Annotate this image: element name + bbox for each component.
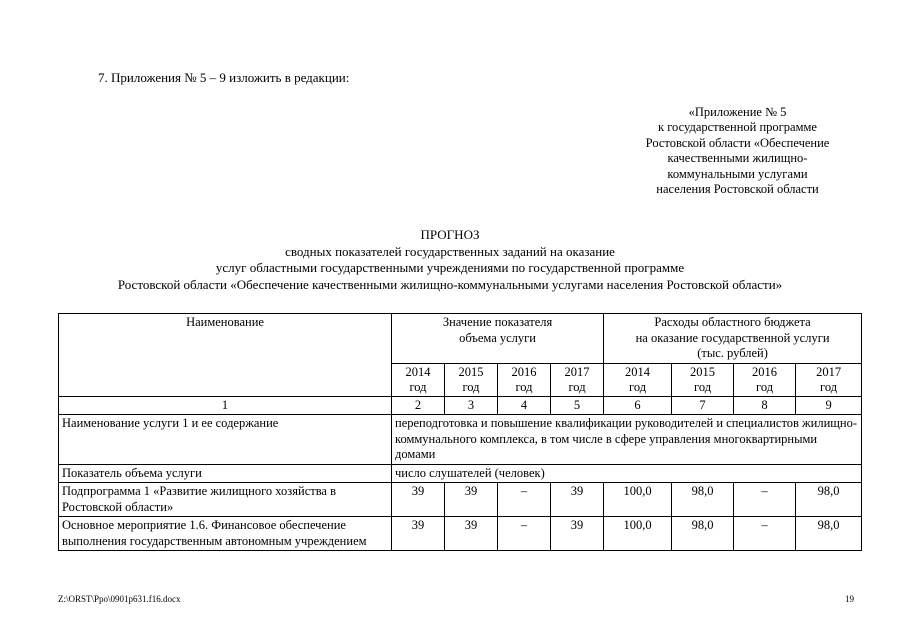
row-value: 39 xyxy=(551,517,604,551)
column-number: 6 xyxy=(604,396,672,415)
year-cell xyxy=(551,363,604,396)
row-value: 39 xyxy=(392,517,445,551)
header-expense xyxy=(604,314,862,364)
year-cell xyxy=(734,363,796,396)
row-value: 98,0 xyxy=(796,517,862,551)
appendix-line: качественными жилищно- xyxy=(667,151,808,166)
footer-file-path: Z:\ORST\Ppo\0901p631.f16.docx xyxy=(58,594,181,604)
year-value: 2015 xyxy=(458,364,484,379)
year-value: 2016 xyxy=(511,364,537,379)
row-value: 98,0 xyxy=(672,483,734,517)
header-volume xyxy=(392,314,604,364)
column-number: 8 xyxy=(734,396,796,415)
appendix-line: к государственной программе xyxy=(658,120,817,135)
column-number: 5 xyxy=(551,396,604,415)
row-value: 98,0 xyxy=(796,483,862,517)
year-cell xyxy=(445,363,498,396)
appendix-line: «Приложение № 5 xyxy=(688,105,787,119)
column-number: 9 xyxy=(796,396,862,415)
year-value: 2014 xyxy=(405,364,431,379)
year-cell xyxy=(498,363,551,396)
header-expense-line: Расходы областного бюджета xyxy=(654,315,811,329)
year-cell xyxy=(672,363,734,396)
year-cell xyxy=(392,363,445,396)
year-value: 2015 xyxy=(690,364,716,379)
row-value: 98,0 xyxy=(672,517,734,551)
year-value: 2016 xyxy=(752,364,778,379)
year-value: 2017 xyxy=(564,364,590,379)
indicator-label: Показатель объема услуги xyxy=(59,464,392,483)
year-suffix: год xyxy=(820,379,838,394)
year-suffix: год xyxy=(756,379,774,394)
year-value: 2017 xyxy=(816,364,842,379)
column-number: 7 xyxy=(672,396,734,415)
document-title xyxy=(40,227,860,293)
title-line: Ростовской области «Обеспечение качественными жилищно-коммунальными услугами населения Ростовской области» xyxy=(117,276,783,292)
row-value: 100,0 xyxy=(604,517,672,551)
row-value: 39 xyxy=(392,483,445,517)
intro-text: 7. Приложения № 5 – 9 изложить в редакции: xyxy=(98,70,350,85)
appendix-line: Ростовской области «Обеспечение xyxy=(645,135,830,150)
service-label: Наименование услуги 1 и ее содержание xyxy=(59,415,392,465)
title-heading: ПРОГНОЗ xyxy=(420,227,480,242)
header-volume-line: Значение показателя xyxy=(442,315,553,329)
year-suffix: год xyxy=(629,379,647,394)
column-number: 2 xyxy=(392,396,445,415)
appendix-line: коммунальными услугами xyxy=(667,166,808,181)
column-number: 3 xyxy=(445,396,498,415)
year-suffix: год xyxy=(462,379,480,394)
row-value: – xyxy=(498,517,551,551)
row-value: 100,0 xyxy=(604,483,672,517)
header-expense-line: (тыс. рублей) xyxy=(697,346,768,360)
table-row xyxy=(59,483,862,517)
page-number: 19 xyxy=(845,594,854,604)
appendix-line: населения Ростовской области xyxy=(656,182,819,197)
appendix-header xyxy=(620,105,855,197)
row-value: 39 xyxy=(445,517,498,551)
header-volume-line: объема услуги xyxy=(459,330,536,345)
year-suffix: год xyxy=(409,379,427,394)
service-description: переподготовка и повышение квалификации руководителей и специалистов жилищно-коммунального комплекса, в том числе в сфере управления многоквартирными домами xyxy=(392,415,862,465)
header-expense-line: на оказание государственной услуги xyxy=(635,330,830,345)
year-cell xyxy=(796,363,862,396)
row-value: – xyxy=(498,483,551,517)
row-value: – xyxy=(734,517,796,551)
header-name: Наименование xyxy=(59,314,392,397)
column-number: 1 xyxy=(59,396,392,415)
title-line: услуг областными государственными учреждениями по государственной программе xyxy=(215,260,685,275)
title-line: сводных показателей государственных заданий на оказание xyxy=(285,243,615,259)
row-value: – xyxy=(734,483,796,517)
row-name: Подпрограмма 1 «Развитие жилищного хозяйства в Ростовской области» xyxy=(59,483,392,517)
forecast-table xyxy=(58,313,862,551)
indicator-description: число слушателей (человек) xyxy=(392,464,862,483)
year-cell xyxy=(604,363,672,396)
year-suffix: год xyxy=(568,379,586,394)
year-suffix: год xyxy=(694,379,712,394)
year-suffix: год xyxy=(515,379,533,394)
table-row xyxy=(59,415,862,465)
table-header-row xyxy=(59,314,862,364)
column-number: 4 xyxy=(498,396,551,415)
table-row xyxy=(59,517,862,551)
year-value: 2014 xyxy=(625,364,651,379)
row-value: 39 xyxy=(445,483,498,517)
row-value: 39 xyxy=(551,483,604,517)
table-column-numbers-row xyxy=(59,396,862,415)
table-row xyxy=(59,464,862,483)
row-name: Основное мероприятие 1.6. Финансовое обеспечение выполнения государственным автономным учреждением xyxy=(59,517,392,551)
